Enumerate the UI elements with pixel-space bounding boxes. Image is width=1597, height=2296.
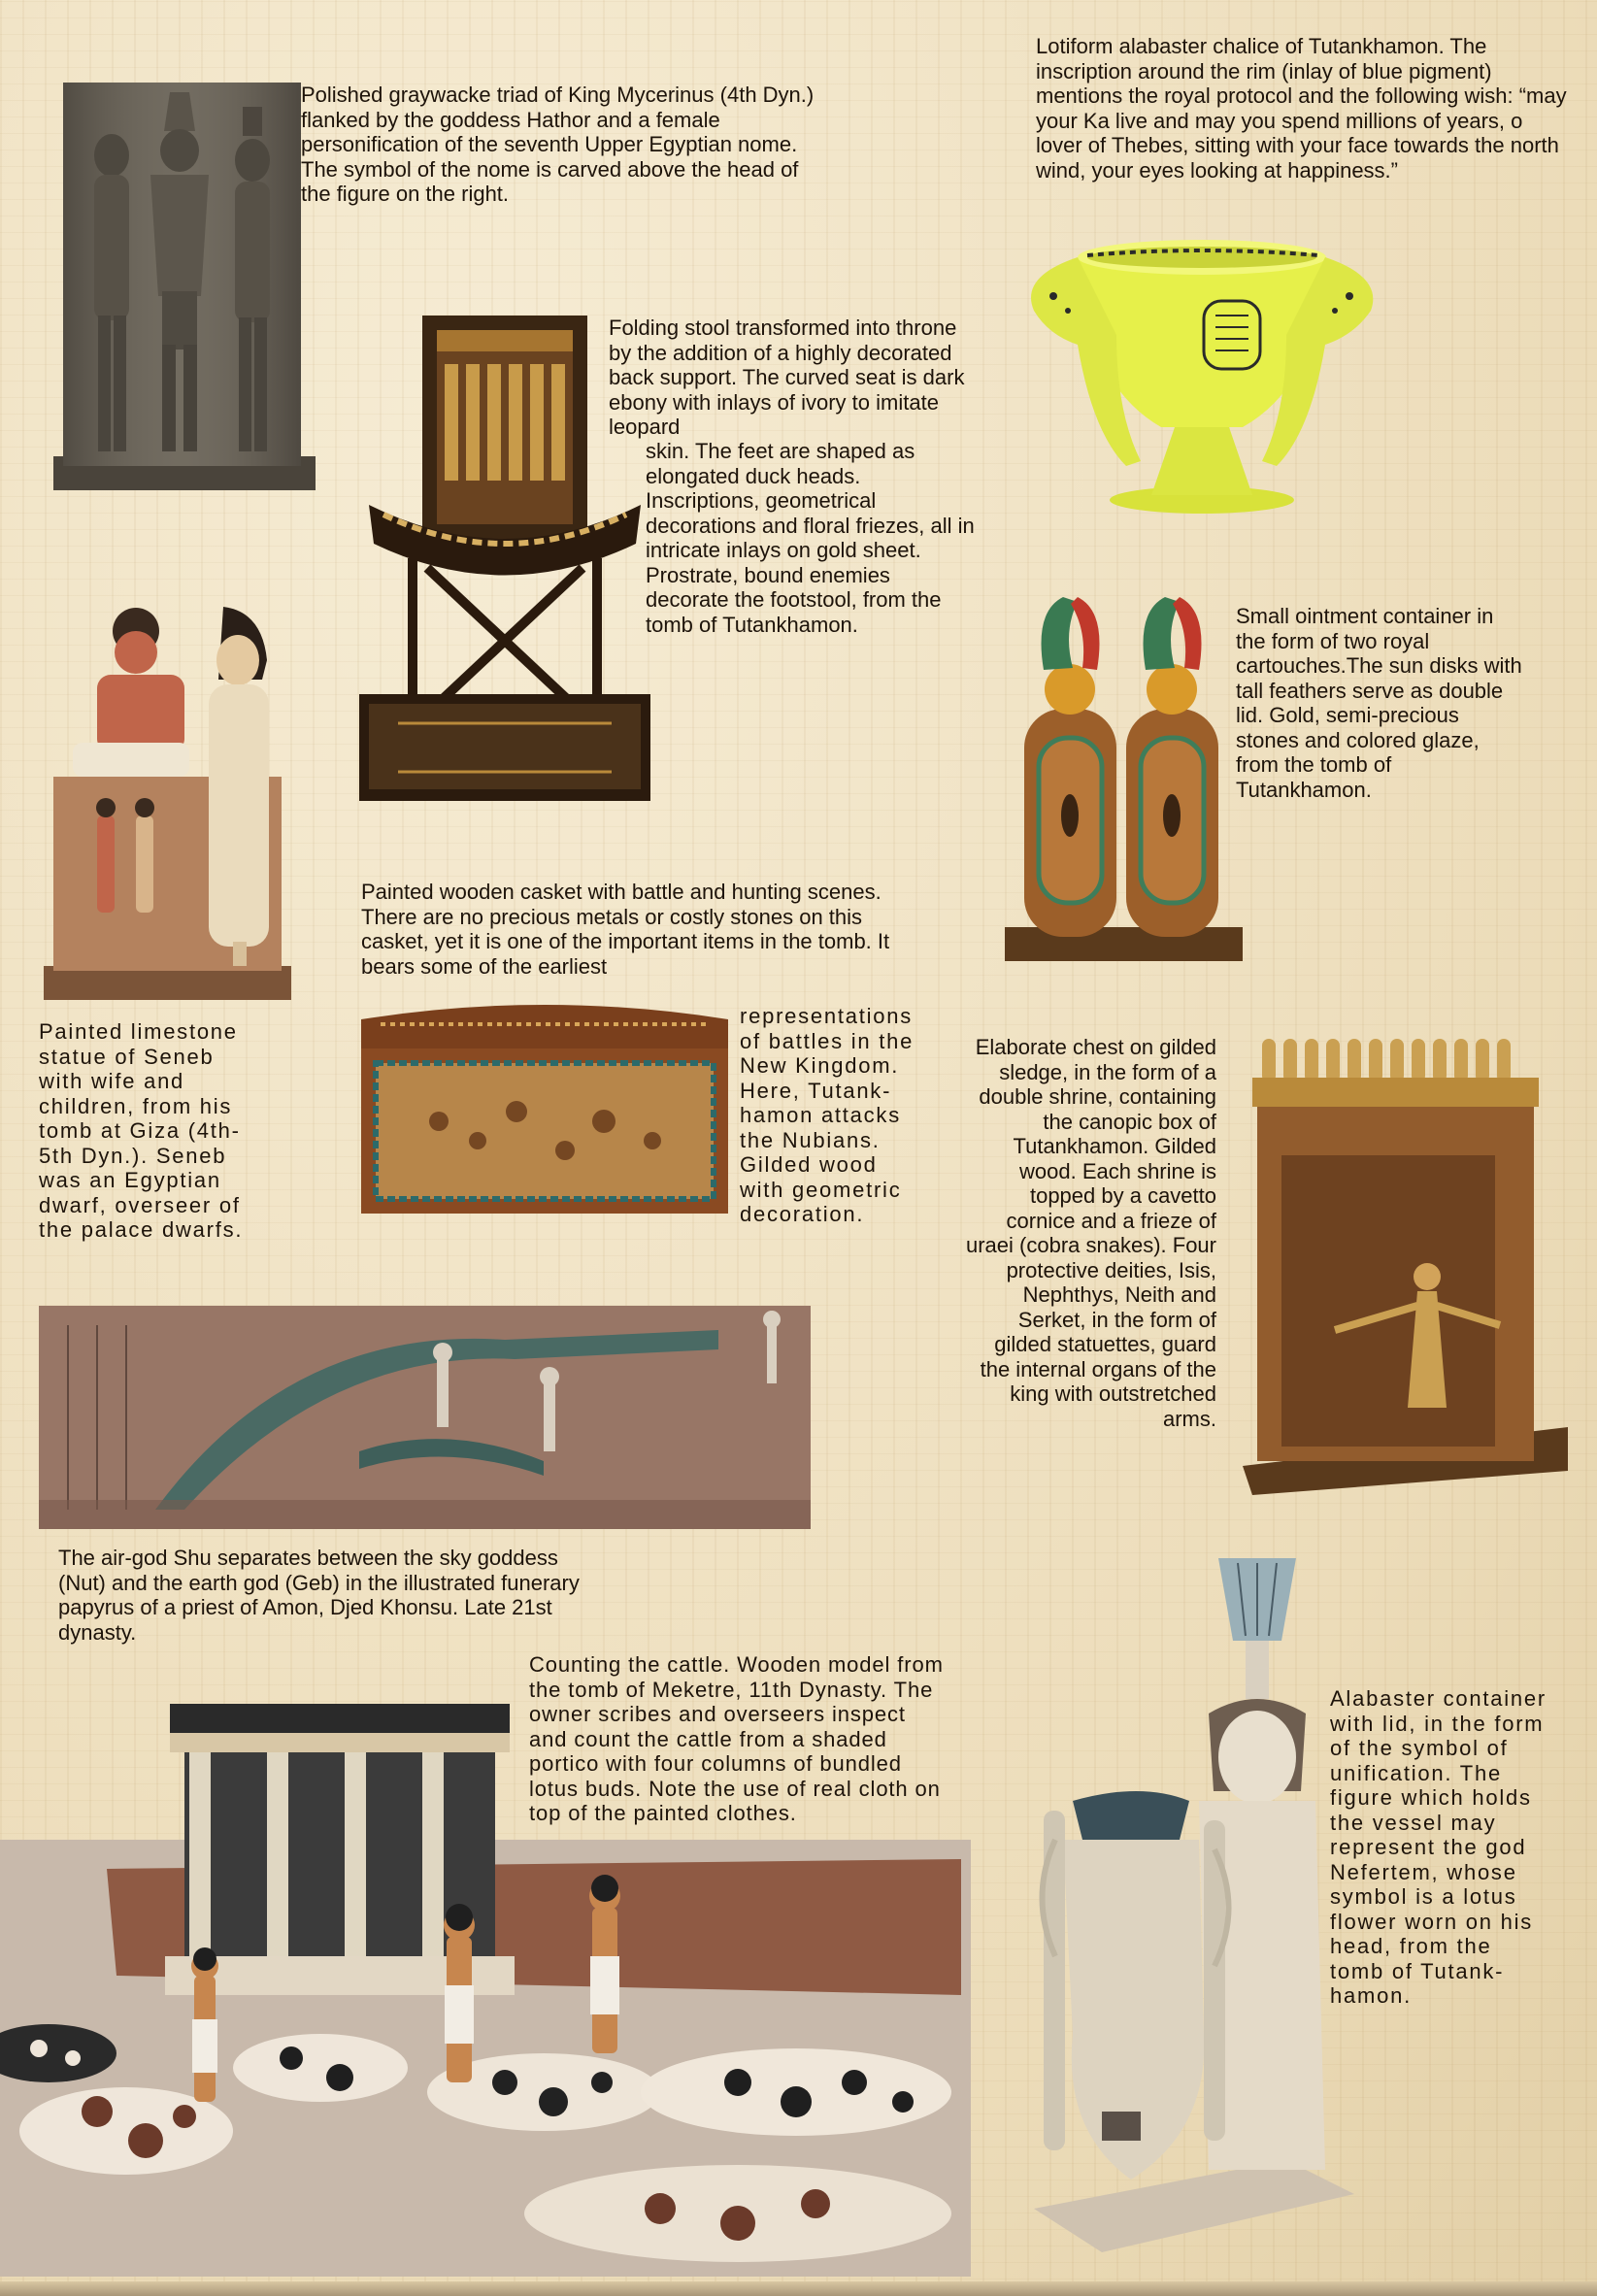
painted-casket-photo [361,995,728,1214]
caption-lotiform-chalice: Lotiform alabaster chalice of Tutankhamon. The inscription around the rim (inlay of blue pigment) mentions the royal protocol and the following wish: “may your Ka live and may you spend millions of years, o lover of Thebes, sitting with your face towards the north wind, your eyes looking at happiness.” [1036,34,1567,183]
ointment-container-photo [1005,592,1243,961]
caption-cattle-counting: Counting the cattle. Wooden model from the tomb of Meketre, 11th Dynasty. The owner scribes and overseers inspect and count the cattle from a shaded portico with four columns of bundled lotus buds. Note the use of real cloth on top of the painted clothes. [529,1652,944,1825]
page-bottom-edge [0,2281,1597,2296]
caption-casket-top: Painted wooden casket with battle and hunting scenes. There are no precious metals or costly stones on this casket, yet it is one of the important items in the tomb. It bears some of the earliest [361,880,890,979]
lotiform-chalice-photo [1010,218,1393,515]
caption-ointment-container: Small ointment container in the form of two royal cartouches.The sun disks with tall feathers serve as double lid. Gold, semi-precious stones and colored glaze, from the tomb of Tutankhamon. [1236,604,1522,802]
alabaster-container-photo [1005,1548,1359,2252]
caption-canopic-shrine: Elaborate chest on gilded sledge, in the form of a double shrine, containing the canopic box of Tutankhamon. Gilded wood. Each shrine is topped by a cavetto cornice and a frieze of uraei (cobra snakes). Four protective deities, Isis, Nephthys, Neith and Serket, in the form of gilded statuettes, guard the internal organs of the king with outstretched arms. [966,1035,1216,1431]
mycerinus-triad-photo [53,73,316,490]
caption-throne-bottom: skin. The feet are shaped as elongated duck heads. Inscriptions, geometrical decorations and floral friezes, all in intricate inlays on gold sheet. Prostrate, bound enemies decorate the footstool, from the tomb of Tutankhamon. [646,439,975,637]
caption-casket-bottom: representations of battles in the New Kingdom. Here, Tutank-hamon attacks the Nubians. Gilded wood with geometric decoration. [740,1004,915,1226]
throne-photo [359,306,650,806]
caption-alabaster-container: Alabaster container with lid, in the form of the symbol of unification. The figure which holds the vessel may represent the god Nefertem, whose symbol is a lotus flower worn on his head, from the tomb of Tutank-hamon. [1330,1686,1547,2008]
caption-funerary-papyrus: The air-god Shu separates between the sky goddess (Nut) and the earth god (Geb) in the illustrated funerary papyrus of a priest of Amon, Djed Khonsu. Late 21st dynasty. [58,1546,580,1645]
seneb-statue-photo [44,592,291,1000]
caption-mycerinus-triad: Polished graywacke triad of King Mycerinus (4th Dyn.) flanked by the goddess Hathor and a female personification of the seventh Upper Egyptian nome. The symbol of the nome is carved above the head of the figure on the right. [301,83,815,206]
caption-seneb-statue: Painted limestone statue of Seneb with wife and children, from his tomb at Giza (4th-5th Dyn.). Seneb was an Egyptian dwarf, overseer of the palace dwarfs. [39,1019,244,1242]
canopic-shrine-photo [1243,1039,1568,1495]
caption-throne-top: Folding stool transformed into throne by the addition of a highly decorated back support. The curved seat is dark ebony with inlays of ivory to imitate leopard [609,316,965,439]
funerary-papyrus-photo [39,1306,811,1529]
